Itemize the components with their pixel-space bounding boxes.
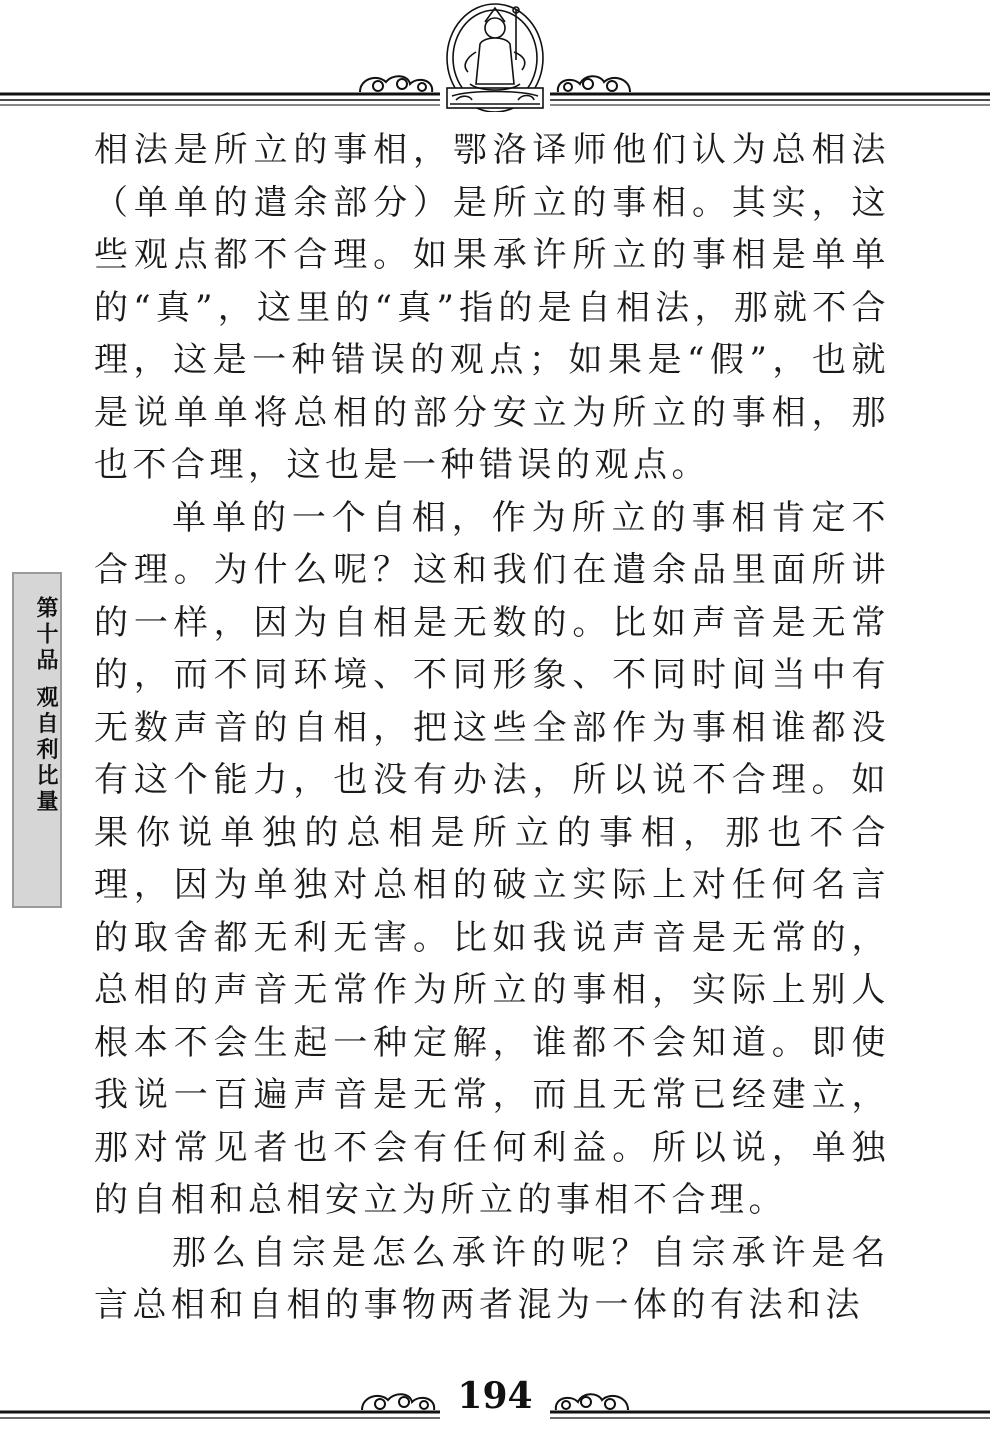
chapter-side-tab xyxy=(12,572,62,908)
paragraph: 那么自宗是怎么承许的呢？自宗承许是名言总相和自相的事物两者混为一体的有法和法 xyxy=(94,1232,890,1325)
main-text xyxy=(94,124,890,1332)
chapter-title: 第十品 观自利比量 xyxy=(33,596,59,816)
page-number: 194 xyxy=(457,1375,533,1417)
deity-figure-icon xyxy=(0,0,990,112)
paragraph: 相法是所立的事相，鄂洛译师他们认为总相法（单单的遣余部分）是所立的事相。其实，这些观点都不合理。如果承许所立的事相是单单的“真”，这里的“真”指的是自相法，那就不合理，这是一种错误的观点；如果是“假”，也就是说单单将总相的部分安立为所立的事相，那也不合理，这也是一种错误的观点。 xyxy=(94,130,890,485)
header-ornament xyxy=(0,0,990,112)
paragraph: 单单的一个自相，作为所立的事相肯定不合理。为什么呢？这和我们在遣余品里面所讲的一样，因为自相是无数的。比如声音是无常的，而不同环境、不同形象、不同时间当中有无数声音的自相，把这些全部作为事相谁都没有这个能力，也没有办法，所以说不合理。如果你说单独的总相是所立的事相，那也不合理，因为单独对总相的破立实际上对任何名言的取舍都无利无害。比如我说声音是无常的，总相的声音无常作为所立的事相，实际上别人根本不会生起一种定解，谁都不会知道。即使我说一百遍声音是无常，而且无常已经建立，那对常见者也不会有任何利益。所以说，单独的自相和总相安立为所立的事相不合理。 xyxy=(94,497,890,1220)
